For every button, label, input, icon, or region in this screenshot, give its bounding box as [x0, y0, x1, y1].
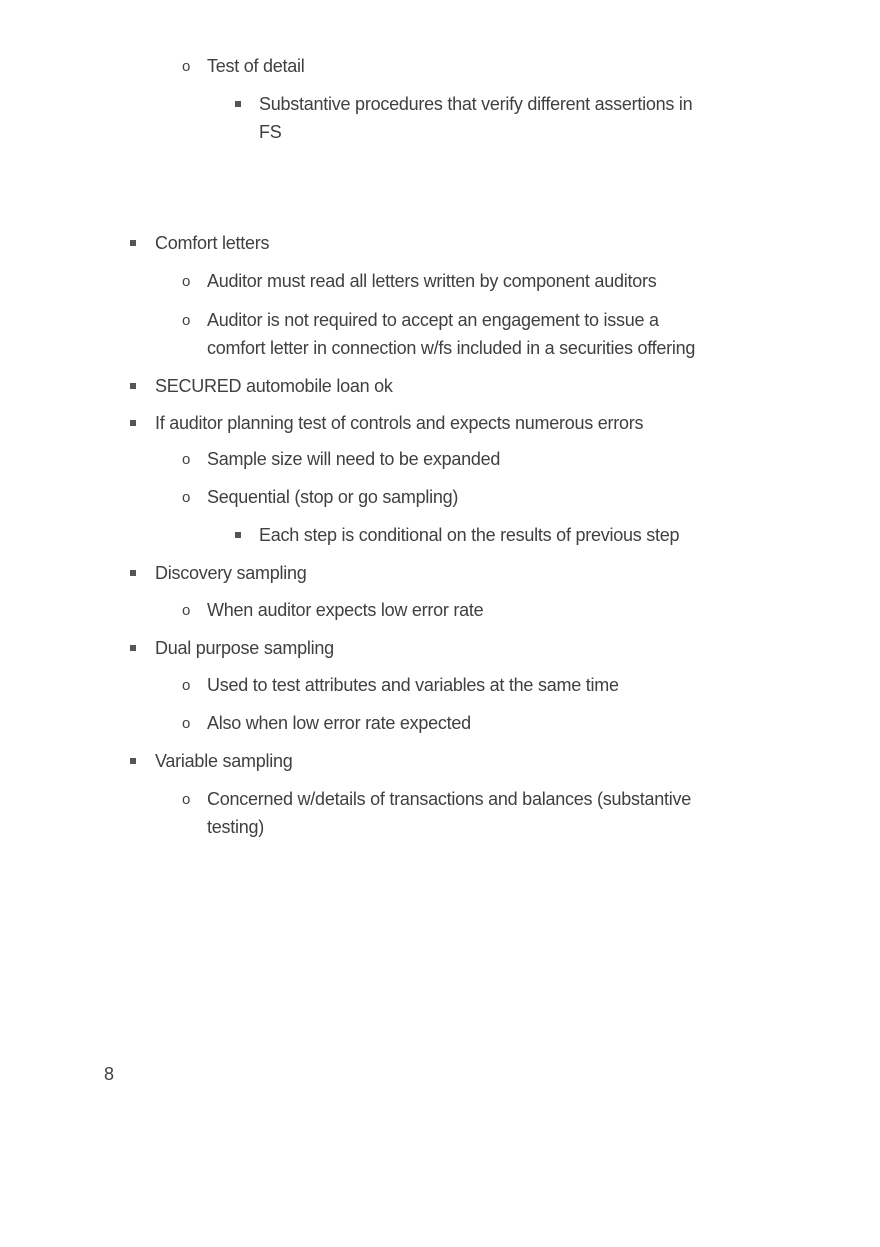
list-item-text: Discovery sampling — [155, 563, 307, 583]
circle-bullet-icon: o — [182, 312, 191, 329]
circle-bullet-icon: o — [182, 489, 191, 506]
page-number: 8 — [104, 1064, 114, 1084]
list-item-text: Variable sampling — [155, 751, 293, 771]
list-item-text: SECURED automobile loan ok — [155, 376, 393, 396]
circle-bullet-icon: o — [182, 715, 191, 732]
square-bullet-icon — [130, 758, 136, 764]
list-item-text: Sequential (stop or go sampling) — [207, 487, 459, 507]
list-item-text: Also when low error rate expected — [207, 713, 471, 733]
circle-bullet-icon: o — [182, 451, 191, 468]
circle-bullet-icon: o — [182, 791, 191, 808]
list-item-text: Dual purpose sampling — [155, 638, 334, 658]
circle-bullet-icon: o — [182, 58, 191, 75]
square-bullet-icon — [130, 240, 136, 246]
list-item-text-continued: testing) — [207, 817, 265, 837]
circle-bullet-icon: o — [182, 273, 191, 290]
list-item-text: Test of detail — [207, 56, 305, 76]
list-item-text: Sample size will need to be expanded — [207, 449, 501, 469]
circle-bullet-icon: o — [182, 677, 191, 694]
list-item-text: If auditor planning test of controls and expects numerous errors — [155, 413, 644, 433]
square-bullet-icon — [235, 101, 241, 107]
square-bullet-icon — [235, 532, 241, 538]
list-item-text: Substantive procedures that verify different assertions in — [259, 94, 693, 114]
list-item-text: Each step is conditional on the results of previous step — [259, 525, 680, 545]
list-item-text: Concerned w/details of transactions and balances (substantive — [207, 789, 692, 809]
square-bullet-icon — [130, 420, 136, 426]
square-bullet-icon — [130, 645, 136, 651]
list-item-text: Auditor is not required to accept an engagement to issue a — [207, 310, 659, 330]
list-item-text: When auditor expects low error rate — [207, 600, 484, 620]
square-bullet-icon — [130, 570, 136, 576]
list-item-text: Auditor must read all letters written by component auditors — [207, 271, 657, 291]
square-bullet-icon — [130, 383, 136, 389]
list-item-text-continued: comfort letter in connection w/fs included in a securities offering — [207, 338, 696, 358]
circle-bullet-icon: o — [182, 602, 191, 619]
list-item-text: Used to test attributes and variables at the same time — [207, 675, 619, 695]
list-item-text: Comfort letters — [155, 233, 270, 253]
list-item-text-continued: FS — [259, 122, 282, 142]
